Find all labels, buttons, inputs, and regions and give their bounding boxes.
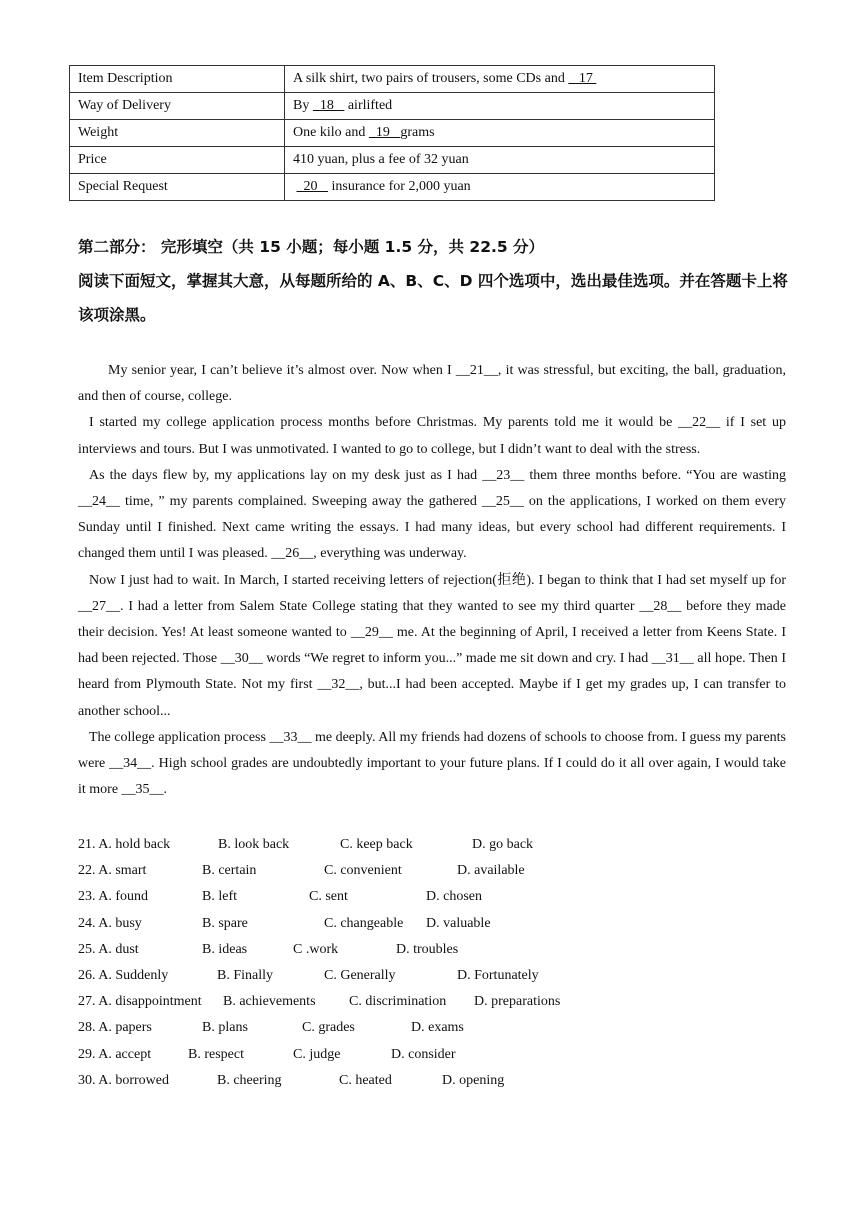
table-row — [70, 66, 715, 93]
option-b: B. ideas — [202, 941, 248, 957]
option-d: D. valuable — [426, 915, 491, 931]
option-d: D. go back — [472, 837, 534, 852]
blank-20: 20 — [296, 179, 328, 194]
table-row — [70, 174, 715, 201]
option-d: D. consider — [391, 1046, 456, 1062]
table-row — [70, 120, 715, 147]
cloze-passage — [78, 358, 786, 803]
option-b: B. cheering — [217, 1072, 282, 1088]
option-row — [78, 1015, 678, 1041]
row-value: A silk shirt, two pairs of trousers, some CDs and 17 — [285, 66, 715, 93]
option-b: B. achievements — [223, 994, 316, 1010]
row-label: Special Request — [70, 174, 285, 201]
option-d: D. preparations — [474, 994, 561, 1010]
passage-paragraph: As the days flew by, my applications lay on my desk just as I had __23__ them three months before. “You are wasting __24__ time, ” my parents complained. Sweeping away the gathered __25__ on the applications, I worked on them every Sunday until I finished. Next came writing the essays. I had many ideas, but every school had different requirements. I changed them until I was pleased. __26__, everything was underway. — [78, 467, 786, 562]
option-d: D. Fortunately — [457, 967, 539, 983]
option-a: 29. A. accept — [78, 1046, 152, 1062]
option-a: 27. A. disappointment — [78, 994, 202, 1010]
option-c: C. convenient — [324, 863, 402, 879]
blank-17: 17 — [568, 71, 597, 86]
table-row — [70, 147, 715, 174]
option-a: 30. A. borrowed — [78, 1072, 169, 1088]
option-a: 21. A. hold back — [78, 837, 171, 852]
section-heading — [78, 230, 788, 332]
option-row — [78, 858, 678, 884]
option-a: 23. A. found — [78, 889, 148, 905]
row-value: One kilo and 19 grams — [285, 120, 715, 147]
option-d: D. chosen — [426, 889, 482, 905]
option-a: 25. A. dust — [78, 941, 139, 957]
option-c: C .work — [293, 941, 339, 957]
row-label: Way of Delivery — [70, 93, 285, 120]
option-row — [78, 832, 678, 858]
option-row — [78, 911, 678, 937]
passage-paragraph: I started my college application process months before Christmas. My parents told me it would be __22__ if I set up interviews and tours. But I was unmotivated. I wanted to go to college, but I didn’t want to deal with the stress. — [78, 415, 786, 457]
option-c: C. Generally — [324, 967, 396, 983]
option-b: B. look back — [218, 837, 290, 852]
option-d: D. exams — [411, 1020, 464, 1036]
row-label: Price — [70, 147, 285, 174]
option-a: 26. A. Suddenly — [78, 967, 169, 983]
option-row — [78, 937, 678, 963]
answer-options — [78, 832, 678, 1094]
section-title: 第二部分： 完形填空（共 15 小题；每小题 1.5 分，共 22.5 分） — [78, 238, 545, 256]
option-b: B. plans — [202, 1020, 248, 1036]
passage-paragraph: My senior year, I can’t believe it’s almost over. Now when I __21__, it was stressful, but exciting, the ball, graduation, and then of course, college. — [78, 363, 786, 405]
option-c: C. judge — [293, 1046, 341, 1062]
row-label: Item Description — [70, 66, 285, 93]
option-a: 22. A. smart — [78, 863, 147, 879]
option-row — [78, 989, 678, 1015]
option-c: C. grades — [302, 1020, 355, 1036]
option-b: B. respect — [188, 1046, 244, 1062]
passage-paragraph: Now I just had to wait. In March, I started receiving letters of rejection(拒绝). I began to think that I had set myself up for __27__. I had a letter from Salem State College stating that they wanted to see my third quarter __28__ before they made their decision. Yes! At least someone wanted to __29__ me. At the beginning of April, I received a letter from Keens State. I had been rejected. Those __30__ words “We regret to inform you...” made me sit down and cry. I had __31__ all hope. Then I heard from Plymouth State. Not my first __32__, but...I had been accepted. Maybe if I get my grades up, I can transfer to another school... — [78, 572, 786, 719]
section-instruction: 阅读下面短文，掌握其大意，从每题所给的 A、B、C、D 四个选项中，选出最佳选项。并在答题卡上将该项涂黑。 — [78, 272, 788, 324]
option-c: C. heated — [339, 1072, 392, 1088]
row-label: Weight — [70, 120, 285, 147]
option-c: C. sent — [309, 889, 348, 905]
option-a: 24. A. busy — [78, 915, 142, 931]
passage-paragraph: The college application process __33__ me deeply. All my friends had dozens of schools to choose from. I guess my parents were __34__. High school grades are undoubtedly important to your future plans. If I could do it all over again, I would take it more __35__. — [78, 729, 786, 798]
option-d: D. available — [457, 863, 525, 879]
blank-19: 19 — [368, 125, 401, 140]
delivery-info-table — [69, 65, 715, 201]
option-c: C. keep back — [340, 837, 413, 852]
option-c: C. changeable — [324, 915, 404, 931]
option-d: D. troubles — [396, 941, 459, 957]
option-b: B. spare — [202, 915, 248, 931]
option-row — [78, 963, 678, 989]
option-row — [78, 1042, 678, 1068]
option-b: B. Finally — [217, 967, 274, 983]
option-a: 28. A. papers — [78, 1020, 152, 1036]
option-row — [78, 1068, 678, 1094]
option-row — [78, 884, 678, 910]
option-b: B. left — [202, 889, 237, 905]
table-row — [70, 93, 715, 120]
option-b: B. certain — [202, 863, 257, 879]
option-d: D. opening — [442, 1072, 505, 1088]
option-c: C. discrimination — [349, 994, 447, 1010]
row-value: By 18 airlifted — [285, 93, 715, 120]
row-value: 20 insurance for 2,000 yuan — [285, 174, 715, 201]
blank-18: 18 — [312, 98, 345, 113]
row-value: 410 yuan, plus a fee of 32 yuan — [285, 147, 715, 174]
